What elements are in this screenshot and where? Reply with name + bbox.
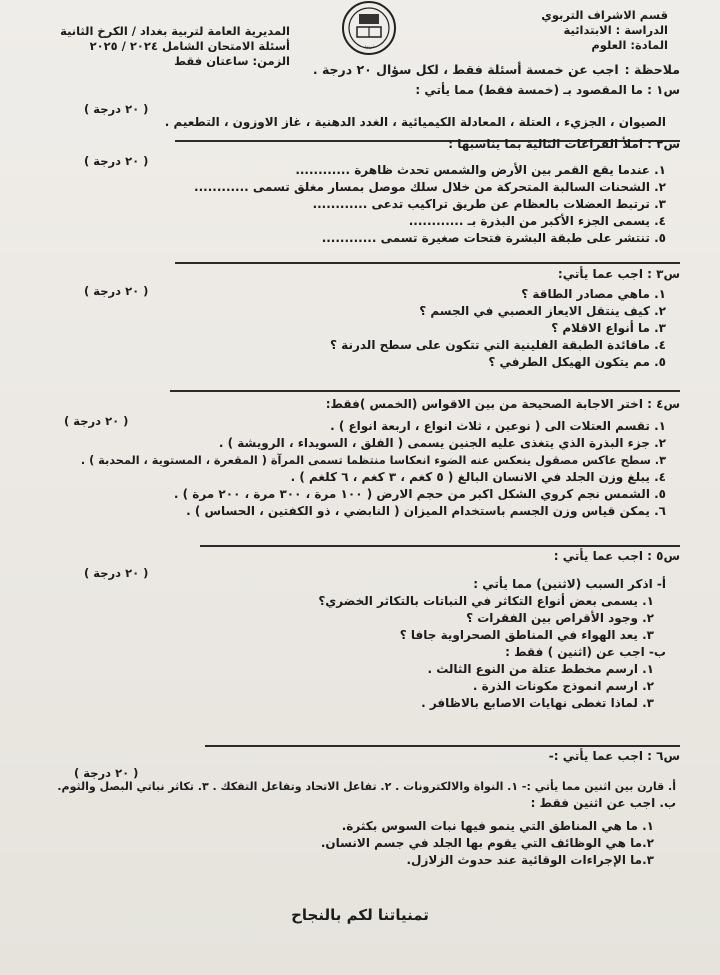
q3-marks: ( ٢٠ درجة ) [84, 284, 149, 298]
header-left-line: المديرية العامة لتربية بغداد / الكرخ الثانية [60, 24, 290, 38]
svg-text:تربية: تربية [364, 44, 374, 50]
question-4 [24, 396, 680, 520]
q6-b-item: ٢.ما هي الوظائف التي يقوم بها الجلد في جسم الانسان. [320, 836, 654, 850]
q3-item: ٤. مافائدة الطبقة الفلينية التي تتكون على سطح الدرنة ؟ [330, 338, 666, 352]
q5-part-a: أ- اذكر السبب (لاثنين) مما يأتي : [473, 577, 666, 591]
q6-part-a: أ. قارن بين اثنين مما يأتي :- ١. النواة والالكترونات . ٢. تفاعل الاتحاد وتفاعل التفكك . ٣. تكاثر نباتي البصل والثوم. [57, 780, 676, 793]
q1-title: س١ : ما المقصود بـ (خمسة فقط) مما يأتي : [415, 83, 680, 97]
header-left-line: أسئلة الامتحان الشامل ٢٠٢٤ / ٢٠٢٥ [89, 39, 290, 53]
section-divider [175, 262, 680, 264]
q1-terms: الصيوان ، الجزيء ، العتلة ، المعادلة الكيميائية ، الغدد الدهنية ، غاز الاوزون ، التطعيم . [164, 115, 666, 129]
q2-marks: ( ٢٠ درجة ) [84, 154, 149, 168]
q6-part-b: ب. اجب عن اثنين فقط : [530, 796, 676, 810]
header-right-line: الدراسة : الابتدائية [563, 23, 668, 37]
q3-title: س٣ : اجب عما يأتي: [557, 267, 680, 281]
q4-title: س٤ : اختر الاجابة الصحيحة من بين الاقواس (الخمس )فقط: [325, 397, 680, 411]
q2-item: ٣. ترتبط العضلات بالعظام عن طريق تراكيب تدعى ............ [312, 197, 666, 211]
section-divider [170, 390, 680, 392]
q5-a-item: ٣. يعد الهواء في المناطق الصحراوية جافا ؟ [399, 628, 654, 642]
question-1 [24, 82, 680, 131]
q3-item: ٥. مم يتكون الهيكل الطرفي ؟ [488, 355, 666, 369]
q4-item: ٥. الشمس نجم كروي الشكل اكبر من حجم الارض ( ١٠٠ مرة ، ٣٠٠ مرة ، ٢٠٠ مرة ) . [173, 487, 666, 501]
q6-b-item: ٣.ما الإجراءات الوقائية عند حدوث الزلازل. [406, 853, 654, 867]
question-5 [24, 548, 680, 712]
q5-b-item: ٣. لماذا تغطى نهايات الاصابع بالاظافر . [421, 696, 654, 710]
q5-part-b: ب- اجب عن (اثنين ) فقط : [505, 645, 666, 659]
q5-b-item: ١. ارسم مخطط عتلة من النوع الثالث . [427, 662, 654, 676]
q2-item: ٢. الشحنات السالبة المتحركة من خلال سلك موصل بمسار مغلق تسمى ............ [194, 180, 666, 194]
q2-item: ١. عندما يقع القمر بين الأرض والشمس تحدث ظاهرة ............ [295, 163, 666, 177]
q6-b-item: ١. ما هي المناطق التي ينمو فيها نبات السوس بكثرة. [341, 819, 654, 833]
q2-title: س٢ : املأ الفراغات التالية بما يناسبها : [448, 137, 680, 151]
exam-note [313, 62, 680, 77]
q6-title: س٦ : اجب عما يأتي :- [548, 749, 680, 763]
q5-b-item: ٢. ارسم انموذج مكونات الذرة . [472, 679, 654, 693]
ministry-logo [338, 0, 400, 58]
note-label: ملاحظة : [624, 62, 680, 77]
q6-marks: ( ٢٠ درجة ) [74, 766, 139, 780]
q5-a-item: ٢. وجود الأقراص بين الفقرات ؟ [466, 611, 654, 625]
q4-item: ٤. يبلغ وزن الجلد في الانسان البالغ ( ٥ كغم ، ٣ كغم ، ٦ كلغم ) . [290, 470, 666, 484]
q4-item: ٢. جزء البذرة الذي يتغذى عليه الجنين يسمى ( الفلق ، السويداء ، الرويشة ) . [218, 436, 666, 450]
header-left-line: الزمن: ساعتان فقط [174, 54, 290, 68]
q3-item: ٢. كيف ينتقل الايعاز العصبي في الجسم ؟ [419, 304, 666, 318]
q2-item: ٤. يسمى الجزء الأكبر من البذرة بـ ............ [408, 214, 666, 228]
question-3 [24, 266, 680, 371]
header-left [30, 24, 290, 69]
q1-marks: ( ٢٠ درجة ) [84, 102, 149, 116]
header-right-line: قسم الاشراف التربوي [541, 8, 668, 22]
q2-item: ٥. تنتشر على طبقة البشرة فتحات صغيرة تسمى ............ [321, 231, 666, 245]
header-right [448, 8, 668, 53]
q4-item: ١. تقسم العتلات الى ( نوعين ، ثلاث انواع ، اربعة انواع ) . [330, 419, 666, 433]
q4-marks: ( ٢٠ درجة ) [64, 414, 129, 428]
q5-a-item: ١. يسمى بعض أنواع التكاثر في النباتات بالتكاثر الخضري؟ [318, 594, 654, 608]
q3-item: ١. ماهي مصادر الطاقة ؟ [521, 287, 666, 301]
section-divider [200, 545, 680, 547]
closing-wish: تمنياتنا لكم بالنجاح [291, 906, 429, 924]
q4-item: ٦. يمكن قياس وزن الجسم باستخدام الميزان ( النابضي ، ذو الكفتين ، الحساس ) . [186, 504, 666, 518]
q3-item: ٣. ما أنواع الاقلام ؟ [551, 321, 666, 335]
note-text: اجب عن خمسة أسئلة فقط ، لكل سؤال ٢٠ درجة . [312, 62, 619, 77]
question-2 [24, 136, 680, 247]
question-6 [24, 748, 680, 869]
q4-item: ٣. سطح عاكس مصقول ينعكس عنه الضوء انعكاسا منتظما تسمى المرآة ( المقعرة ، المستوية ، المحدبة ) . [80, 454, 666, 467]
q5-marks: ( ٢٠ درجة ) [84, 566, 149, 580]
q5-title: س٥ : اجب عما يأتي : [553, 549, 680, 563]
header-right-line: المادة: العلوم [591, 38, 668, 52]
section-divider [205, 745, 680, 747]
